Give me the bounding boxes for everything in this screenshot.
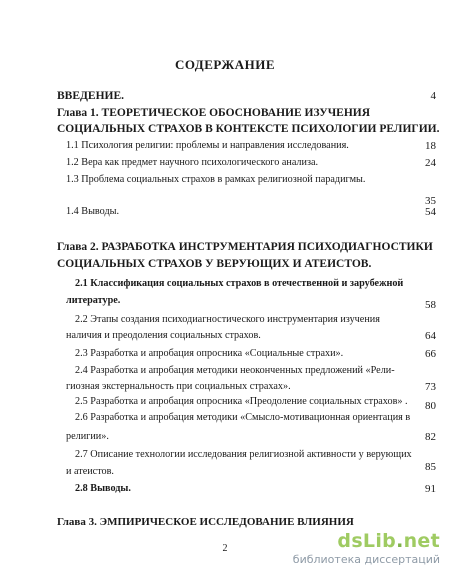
toc-entry: 1.1 Психология религии: проблемы и направления исследования. xyxy=(66,140,349,151)
toc-entry: 2.4 Разработка и апробация методики неоконченных предложений «Рели- xyxy=(75,365,395,376)
toc-entry: и атеистов. xyxy=(66,466,114,477)
watermark-subtitle: библиотека диссертаций xyxy=(292,553,440,566)
toc-page-number: 35 xyxy=(425,195,436,207)
toc-page-number: 54 xyxy=(425,206,436,218)
toc-entry: 1.4 Выводы. xyxy=(66,206,120,217)
toc-page-number: 58 xyxy=(425,299,436,311)
toc-entry: 2.3 Разработка и апробация опросника «Социальные страхи». xyxy=(75,348,344,359)
toc-entry: 1.2 Вера как предмет научного психологического анализа. xyxy=(66,157,319,168)
toc-chapter-heading: СОЦИАЛЬНЫХ СТРАХОВ У ВЕРУЮЩИХ И АТЕИСТОВ. xyxy=(57,258,372,270)
toc-page-number: 73 xyxy=(425,381,436,393)
toc-entry: 2.5 Разработка и апробация опросника «Преодоление социальных страхов» . xyxy=(75,396,408,407)
toc-entry: 2.1 Классификация социальных страхов в отечественной и зарубежной xyxy=(75,278,404,289)
toc-chapter-heading: Глава 1. ТЕОРЕТИЧЕСКОЕ ОБОСНОВАНИЕ ИЗУЧЕНИЯ xyxy=(57,107,371,119)
toc-entry: религии». xyxy=(66,431,109,442)
toc-chapter-heading: Глава 3. ЭМПИРИЧЕСКОЕ ИССЛЕДОВАНИЕ ВЛИЯНИЯ xyxy=(57,516,354,528)
toc-page-number: 18 xyxy=(425,140,436,152)
watermark xyxy=(293,530,440,566)
page-number: 2 xyxy=(222,543,228,554)
page-title: СОДЕРЖАНИЕ xyxy=(174,57,276,72)
toc-page-number: 85 xyxy=(425,461,436,473)
toc-entry: гиозная экстернальность при социальных страхах». xyxy=(66,381,291,392)
toc-page-number: 80 xyxy=(425,400,436,412)
toc-page-number: 91 xyxy=(425,483,436,495)
toc-page-number: 64 xyxy=(425,330,436,342)
toc-entry: 1.3 Проблема социальных страхов в рамках религиозной парадигмы. xyxy=(66,174,366,185)
toc-chapter-heading: СОЦИАЛЬНЫХ СТРАХОВ В КОНТЕКСТЕ ПСИХОЛОГИИ РЕЛИГИИ. xyxy=(57,123,440,135)
toc-page-number: 24 xyxy=(425,157,436,169)
toc-entry: 2.7 Описание технологии исследования религиозной активности у верующих xyxy=(75,449,412,460)
toc-chapter-heading: Глава 2. РАЗРАБОТКА ИНСТРУМЕНТАРИЯ ПСИХОДИАГНОСТИКИ xyxy=(57,241,433,253)
toc-page-number: 4 xyxy=(430,90,436,102)
toc-page-number: 66 xyxy=(425,348,436,360)
watermark-logo: dsLib.net xyxy=(337,530,440,552)
toc-page-number: 82 xyxy=(425,431,436,443)
toc-entry: наличия и преодоления социальных страхов. xyxy=(66,330,261,341)
toc-entry: 2.6 Разработка и апробация методики «Смысло-мотивационная ориентация в xyxy=(75,412,411,423)
toc-entry: 2.2 Этапы создания психодиагностического инструментария изучения xyxy=(75,314,380,325)
toc-entry: 2.8 Выводы. xyxy=(75,483,131,494)
toc-entry-introduction: ВВЕДЕНИЕ. xyxy=(57,90,125,102)
toc-entry: литературе. xyxy=(66,295,121,306)
